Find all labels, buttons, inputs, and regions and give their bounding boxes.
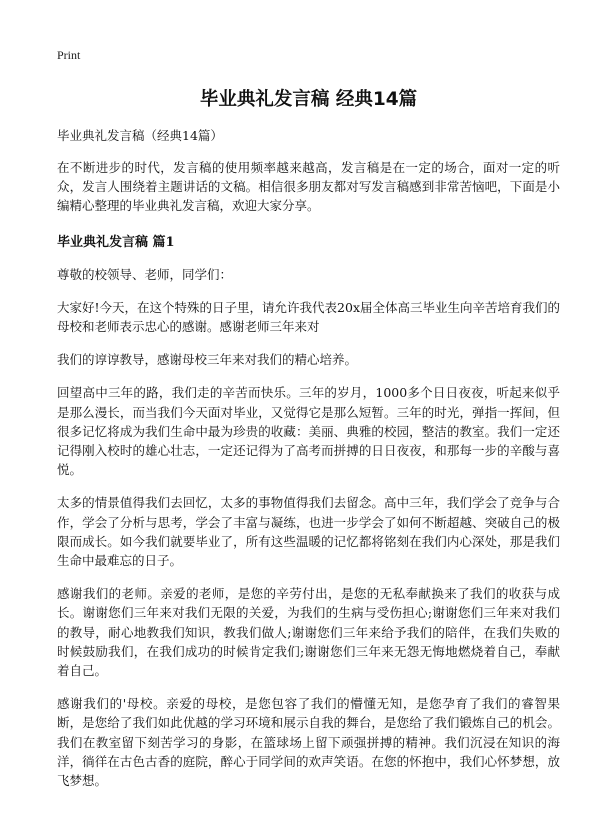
print-link[interactable]: Print <box>57 48 81 62</box>
body-paragraph: 感谢我们的老师。亲爱的老师，是您的辛劳付出，是您的无私奉献换来了我们的收获与成长。谢谢您们三年来对我们无限的关爱，为我们的生病与受伤担心;谢谢您们三年来对我们的教导，耐心地教我们知识，教我们做人;谢谢您们三年来给予我们的陪伴，在我们失败的时候鼓励我们，在我们成功的时候肯定我们;谢谢您们三年来无怨无悔地燃烧着自己，奉献着自己。 <box>57 586 560 679</box>
body-paragraph: 感谢我们的'母校。亲爱的母校，是您包容了我们的懵懂无知，是您孕育了我们的睿智果断，是您给了我们如此优越的学习环境和展示自我的舞台，是您给了我们锻炼自己的机会。我们在教室留下刻苦学习的身影，在篮球场上留下顽强拼搏的精神。我们沉浸在知识的海洋，徜徉在古色古香的庭院，醉心于同学间的欢声笑语。在您的怀抱中，我们心怀梦想，放飞梦想。 <box>57 696 560 789</box>
document-subtitle: 毕业典礼发言稿（经典14篇） <box>57 128 223 143</box>
page-title: 毕业典礼发言稿 经典14篇 <box>199 89 418 110</box>
body-paragraph: 我们的谆谆教导，感谢母校三年来对我们的精心培养。 <box>57 352 358 368</box>
body-paragraph: 大家好!今天，在这个特殊的日子里，请允许我代表20x届全体高三毕业生向辛苦培育我们的母校和老师表示忠心的感谢。感谢老师三年来对 <box>57 299 560 335</box>
body-paragraph: 回望高中三年的路，我们走的辛苦而快乐。三年的岁月，1000多个日日夜夜，听起来似乎是那么漫长，而当我们今天面对毕业，又觉得它是那么短暂。三年的时光，弹指一挥间，但很多记忆将成为我们生命中最为珍贵的收藏：美丽、典雅的校园，整洁的教室。我们一定还记得刚入校时的雄心壮志，一定还记得为了高考而拼搏的日日夜夜，和那每一步的辛酸与喜悦。 <box>57 385 560 478</box>
greeting-paragraph: 尊敬的校领导、老师，同学们： <box>57 266 233 282</box>
body-paragraph: 太多的情景值得我们去回忆，太多的事物值得我们去留念。高中三年，我们学会了竞争与合作，学会了分析与思考，学会了丰富与凝练，也进一步学会了如何不断超越、突破自己的极限而成长。如今我们就要毕业了，所有这些温暖的记忆都将铭刻在我们内心深处，那是我们生命中最难忘的日子。 <box>57 495 560 569</box>
intro-paragraph: 在不断进步的时代，发言稿的使用频率越来越高，发言稿是在一定的场合，面对一定的听众，发言人围绕着主题讲话的文稿。相信很多朋友都对写发言稿感到非常苦恼吧，下面是小编精心整理的毕业典礼发言稿，欢迎大家分享。 <box>57 160 560 214</box>
section-heading: 毕业典礼发言稿 篇1 <box>57 234 175 250</box>
